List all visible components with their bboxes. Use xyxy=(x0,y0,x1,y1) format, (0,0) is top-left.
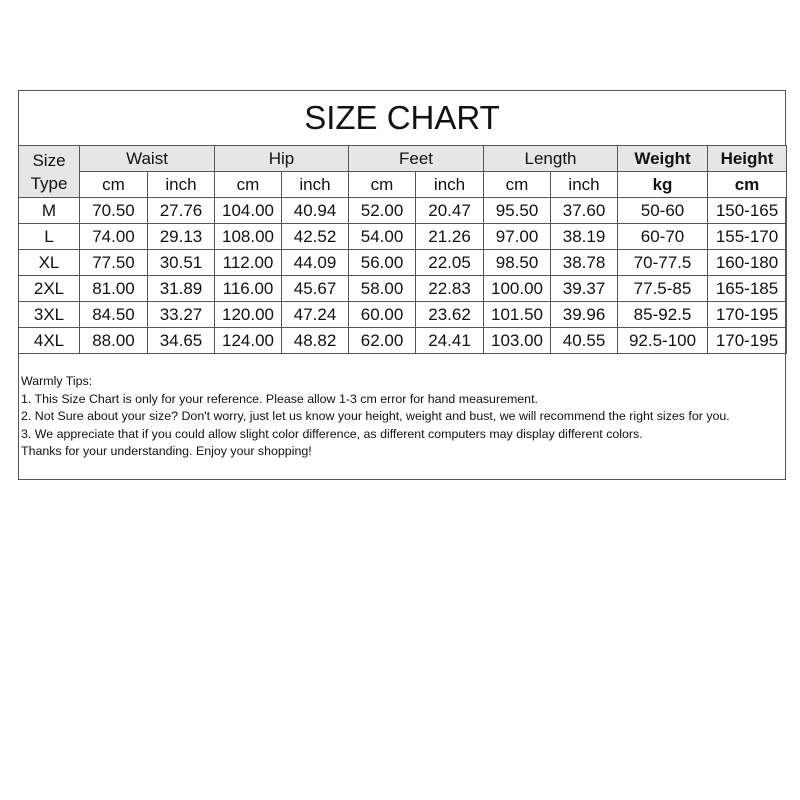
table-cell: 21.26 xyxy=(416,224,484,250)
unit-header: cm xyxy=(484,172,551,198)
size-type-header xyxy=(19,146,80,198)
table-cell: 50-60 xyxy=(618,198,708,224)
table-cell: 22.83 xyxy=(416,276,484,302)
weight-unit-header: kg xyxy=(618,172,708,198)
table-cell: 70.50 xyxy=(80,198,148,224)
table-cell: 155-170 xyxy=(708,224,787,250)
header-row-groups xyxy=(19,146,787,172)
table-cell: 60.00 xyxy=(349,302,416,328)
table-cell: 74.00 xyxy=(80,224,148,250)
table-cell: 92.5-100 xyxy=(618,328,708,354)
table-cell: 47.24 xyxy=(282,302,349,328)
unit-header: inch xyxy=(282,172,349,198)
weight-header: Weight xyxy=(618,146,708,172)
table-cell: 124.00 xyxy=(215,328,282,354)
table-cell: 48.82 xyxy=(282,328,349,354)
table-cell: 34.65 xyxy=(148,328,215,354)
table-cell: 165-185 xyxy=(708,276,787,302)
size-label-cell: M xyxy=(19,198,80,224)
table-cell: 60-70 xyxy=(618,224,708,250)
table-row xyxy=(19,276,787,302)
table-cell: 37.60 xyxy=(551,198,618,224)
size-label-cell: L xyxy=(19,224,80,250)
table-cell: 88.00 xyxy=(80,328,148,354)
table-cell: 30.51 xyxy=(148,250,215,276)
table-row xyxy=(19,224,787,250)
table-cell: 103.00 xyxy=(484,328,551,354)
table-cell: 45.67 xyxy=(282,276,349,302)
tip-line: 3. We appreciate that if you could allow slight color difference, as different computers may display different colors. xyxy=(21,426,643,441)
table-cell: 116.00 xyxy=(215,276,282,302)
table-cell: 42.52 xyxy=(282,224,349,250)
waist-header: Waist xyxy=(80,146,215,172)
table-cell: 112.00 xyxy=(215,250,282,276)
table-cell: 84.50 xyxy=(80,302,148,328)
table-row xyxy=(19,302,787,328)
table-cell: 44.09 xyxy=(282,250,349,276)
table-row xyxy=(19,328,787,354)
tip-line: Thanks for your understanding. Enjoy your shopping! xyxy=(21,444,312,458)
unit-header: cm xyxy=(215,172,282,198)
table-cell: 40.94 xyxy=(282,198,349,224)
tip-line: 1. This Size Chart is only for your reference. Please allow 1-3 cm error for hand measurement. xyxy=(21,391,538,406)
size-label-cell: XL xyxy=(19,250,80,276)
table-cell: 22.05 xyxy=(416,250,484,276)
tip-line: 2. Not Sure about your size? Don't worry, just let us know your height, weight and bust, we will recommend the right sizes for you. xyxy=(21,409,730,423)
table-cell: 85-92.5 xyxy=(618,302,708,328)
unit-header: inch xyxy=(416,172,484,198)
height-header: Height xyxy=(708,146,787,172)
table-cell: 38.78 xyxy=(551,250,618,276)
table-cell: 58.00 xyxy=(349,276,416,302)
size-type-label-2: Type xyxy=(30,173,68,193)
table-cell: 98.50 xyxy=(484,250,551,276)
table-cell: 56.00 xyxy=(349,250,416,276)
table-cell: 104.00 xyxy=(215,198,282,224)
table-cell: 160-180 xyxy=(708,250,787,276)
table-cell: 100.00 xyxy=(484,276,551,302)
unit-header: inch xyxy=(551,172,618,198)
table-cell: 33.27 xyxy=(148,302,215,328)
chart-title: SIZE CHART xyxy=(304,99,500,136)
table-cell: 24.41 xyxy=(416,328,484,354)
table-cell: 108.00 xyxy=(215,224,282,250)
table-cell: 77.5-85 xyxy=(618,276,708,302)
size-table xyxy=(18,145,787,354)
tips-heading: Warmly Tips: xyxy=(21,374,93,388)
table-cell: 97.00 xyxy=(484,224,551,250)
length-header: Length xyxy=(484,146,618,172)
table-cell: 39.96 xyxy=(551,302,618,328)
table-cell: 39.37 xyxy=(551,276,618,302)
table-cell: 27.76 xyxy=(148,198,215,224)
header-row-units xyxy=(19,172,787,198)
size-type-label-1: Size xyxy=(32,150,66,170)
table-cell: 170-195 xyxy=(708,302,787,328)
table-cell: 40.55 xyxy=(551,328,618,354)
table-cell: 70-77.5 xyxy=(618,250,708,276)
size-label-cell: 2XL xyxy=(19,276,80,302)
unit-header: inch xyxy=(148,172,215,198)
table-cell: 52.00 xyxy=(349,198,416,224)
table-cell: 101.50 xyxy=(484,302,551,328)
table-cell: 38.19 xyxy=(551,224,618,250)
feet-header: Feet xyxy=(349,146,484,172)
size-label-cell: 4XL xyxy=(19,328,80,354)
table-cell: 23.62 xyxy=(416,302,484,328)
table-cell: 20.47 xyxy=(416,198,484,224)
size-chart-frame xyxy=(18,90,786,480)
table-cell: 31.89 xyxy=(148,276,215,302)
table-row xyxy=(19,198,787,224)
table-cell: 170-195 xyxy=(708,328,787,354)
table-row xyxy=(19,250,787,276)
table-cell: 54.00 xyxy=(349,224,416,250)
table-cell: 150-165 xyxy=(708,198,787,224)
size-table-body xyxy=(19,146,787,354)
size-label-cell: 3XL xyxy=(19,302,80,328)
table-cell: 62.00 xyxy=(349,328,416,354)
unit-header: cm xyxy=(80,172,148,198)
table-cell: 95.50 xyxy=(484,198,551,224)
hip-header: Hip xyxy=(215,146,349,172)
table-cell: 77.50 xyxy=(80,250,148,276)
height-unit-header: cm xyxy=(708,172,787,198)
warmly-tips xyxy=(21,373,785,461)
table-cell: 29.13 xyxy=(148,224,215,250)
table-cell: 81.00 xyxy=(80,276,148,302)
unit-header: cm xyxy=(349,172,416,198)
table-cell: 120.00 xyxy=(215,302,282,328)
